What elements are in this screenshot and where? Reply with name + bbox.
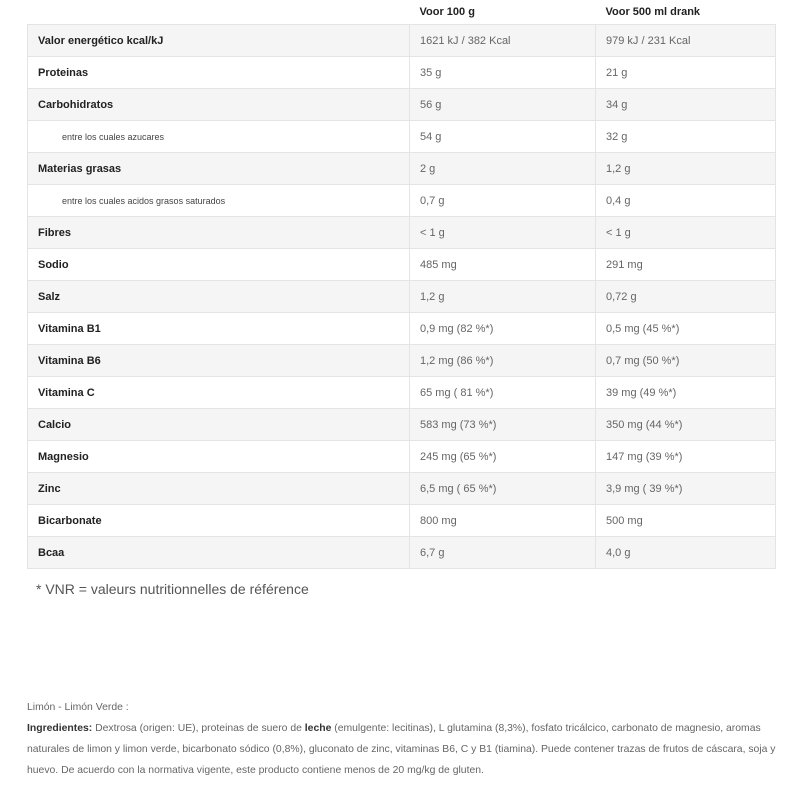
table-row [28,185,776,217]
table-row [28,537,776,569]
nutrient-name: Materias grasas [28,153,410,185]
value-per-500ml: 500 mg [596,505,776,537]
value-per-500ml: 0,7 mg (50 %*) [596,345,776,377]
value-per-500ml: 0,72 g [596,281,776,313]
nutrient-name: Bicarbonate [28,505,410,537]
nutrient-name: Vitamina C [28,377,410,409]
table-row [28,409,776,441]
value-per-100g: 6,7 g [410,537,596,569]
nutrient-name: Sodio [28,249,410,281]
value-per-100g: 6,5 mg ( 65 %*) [410,473,596,505]
nutrient-name: Valor energético kcal/kJ [28,25,410,57]
header-per-500ml: Voor 500 ml drank [605,6,701,18]
table-row [28,217,776,249]
value-per-100g: 1621 kJ / 382 Kcal [410,25,596,57]
value-per-100g: 2 g [410,153,596,185]
ingredients-part-1: Dextrosa (origen: UE), proteinas de suero de [92,723,305,734]
footnote-vnr: * VNR = valeurs nutritionnelles de référence [36,581,309,597]
header-per-100g: Voor 100 g [419,6,475,18]
value-per-500ml: 21 g [596,57,776,89]
nutrient-name: Zinc [28,473,410,505]
value-per-500ml: 3,9 mg ( 39 %*) [596,473,776,505]
table-row [28,473,776,505]
nutrient-name: Carbohidratos [28,89,410,121]
value-per-100g: 56 g [410,89,596,121]
table-row [28,345,776,377]
table-row [28,505,776,537]
nutrient-name: Magnesio [28,441,410,473]
value-per-500ml: 4,0 g [596,537,776,569]
value-per-100g: 35 g [410,57,596,89]
nutrient-name: Salz [28,281,410,313]
table-row [28,153,776,185]
value-per-100g: 0,9 mg (82 %*) [410,313,596,345]
value-per-100g: 65 mg ( 81 %*) [410,377,596,409]
value-per-100g: 245 mg (65 %*) [410,441,596,473]
table-row [28,57,776,89]
value-per-100g: < 1 g [410,217,596,249]
value-per-100g: 54 g [410,121,596,153]
nutrient-name: Fibres [28,217,410,249]
table-row [28,377,776,409]
value-per-500ml: < 1 g [596,217,776,249]
value-per-100g: 583 mg (73 %*) [410,409,596,441]
ingredients-text [27,718,787,781]
allergen-milk: leche [304,723,332,734]
nutrition-table [27,0,776,569]
table-row [28,25,776,57]
value-per-500ml: 32 g [596,121,776,153]
value-per-500ml: 291 mg [596,249,776,281]
value-per-100g: 0,7 g [410,185,596,217]
value-per-500ml: 1,2 g [596,153,776,185]
table-row [28,313,776,345]
table-row [28,249,776,281]
nutrient-name: Calcio [28,409,410,441]
nutrient-name: entre los cuales acidos grasos saturados [28,185,410,217]
flavor-label: Limón - Limón Verde : [27,702,129,713]
nutrient-name: Vitamina B1 [28,313,410,345]
table-row [28,89,776,121]
value-per-500ml: 979 kJ / 231 Kcal [596,25,776,57]
value-per-100g: 1,2 mg (86 %*) [410,345,596,377]
header-nutrient [28,0,410,25]
table-row [28,281,776,313]
value-per-100g: 800 mg [410,505,596,537]
value-per-500ml: 0,4 g [596,185,776,217]
ingredients-label: Ingredientes: [27,723,93,734]
nutrient-name: Bcaa [28,537,410,569]
table-row [28,441,776,473]
ingredients-section [27,697,787,781]
value-per-100g: 485 mg [410,249,596,281]
value-per-500ml: 39 mg (49 %*) [596,377,776,409]
ingredients-part-2: (emulgente: lecitinas), L glutamina (8,3%), fosfato tricálcico, carbonato de magnesio, aromas naturales de limon y limon verde, bicarbonato sódico (0,8%), gluconato de zinc, vitaminas B6, C y B1 (tiamina). Puede contener trazas de frutos de cáscara, soja y huevo. De acuerdo con la normativa vigente, este producto contiene menos de 20 mg/kg de gluten. [27,723,776,776]
table-row [28,121,776,153]
value-per-100g: 1,2 g [410,281,596,313]
value-per-500ml: 0,5 mg (45 %*) [596,313,776,345]
nutrition-table-container [27,0,775,569]
nutrient-name: Vitamina B6 [28,345,410,377]
table-header-row [28,0,776,25]
nutrient-name: entre los cuales azucares [28,121,410,153]
value-per-500ml: 350 mg (44 %*) [596,409,776,441]
value-per-500ml: 147 mg (39 %*) [596,441,776,473]
value-per-500ml: 34 g [596,89,776,121]
nutrient-name: Proteinas [28,57,410,89]
